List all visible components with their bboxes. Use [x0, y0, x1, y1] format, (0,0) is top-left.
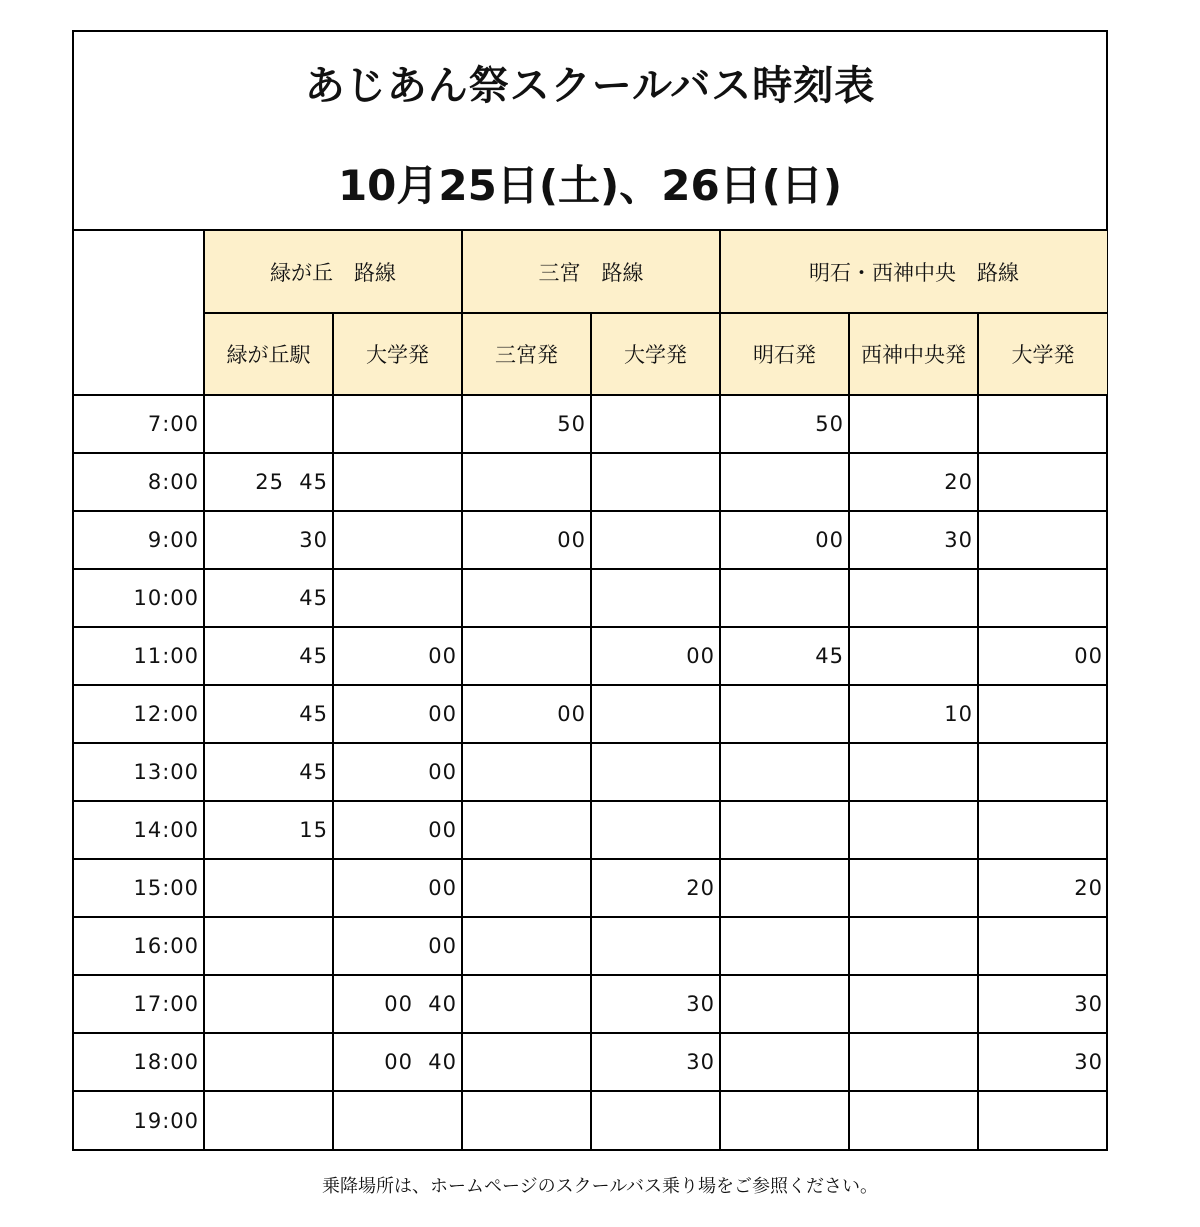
departure-cell [462, 627, 591, 685]
table-row [74, 1091, 1107, 1149]
departure-cell: 00 [978, 627, 1107, 685]
departure-cell [849, 975, 978, 1033]
time-cell: 16:00 [74, 917, 204, 975]
departure-cell [720, 917, 849, 975]
stop-header-row [74, 313, 1107, 395]
departure-cell: 15 [204, 801, 333, 859]
departure-cell: 30 [591, 1033, 720, 1091]
departure-cell [591, 1091, 720, 1149]
corner-cell [74, 231, 204, 395]
departure-cell [204, 975, 333, 1033]
table-row [74, 627, 1107, 685]
departure-cell [849, 917, 978, 975]
stop-header: 大学発 [333, 313, 462, 395]
page-title: あじあん祭スクールバス時刻表 [304, 63, 876, 109]
departure-cell [978, 801, 1107, 859]
departure-cell [849, 395, 978, 453]
table-row [74, 743, 1107, 801]
route-header-row [74, 231, 1107, 313]
departure-cell: 30 [204, 511, 333, 569]
departure-cell [204, 917, 333, 975]
route-header: 三宮 路線 [462, 231, 720, 313]
departure-cell: 45 [204, 627, 333, 685]
time-cell: 10:00 [74, 569, 204, 627]
table-row [74, 975, 1107, 1033]
departure-cell [462, 453, 591, 511]
stop-header: 大学発 [591, 313, 720, 395]
departure-cell: 45 [720, 627, 849, 685]
departure-cell [462, 743, 591, 801]
stop-header: 明石発 [720, 313, 849, 395]
departure-cell [462, 1091, 591, 1149]
table-row [74, 917, 1107, 975]
departure-cell [849, 743, 978, 801]
departure-cell [333, 453, 462, 511]
departure-cell [333, 1091, 462, 1149]
table-row [74, 859, 1107, 917]
departure-cell [591, 395, 720, 453]
departure-cell: 00 [333, 685, 462, 743]
departure-cell: 45 [204, 569, 333, 627]
departure-cell [462, 801, 591, 859]
departure-cell [462, 975, 591, 1033]
departure-cell: 20 [978, 859, 1107, 917]
departure-cell [462, 1033, 591, 1091]
table-row [74, 1033, 1107, 1091]
departure-cell [333, 569, 462, 627]
departure-cell: 30 [591, 975, 720, 1033]
departure-cell [720, 685, 849, 743]
departure-cell [849, 1033, 978, 1091]
departure-cell: 00 40 [333, 975, 462, 1033]
departure-cell: 10 [849, 685, 978, 743]
departure-cell [720, 453, 849, 511]
departure-cell [591, 569, 720, 627]
stop-header: 大学発 [978, 313, 1107, 395]
departure-cell [720, 859, 849, 917]
time-cell: 8:00 [74, 453, 204, 511]
departure-cell [720, 1033, 849, 1091]
departure-cell: 45 [204, 685, 333, 743]
departure-cell: 30 [978, 1033, 1107, 1091]
departure-cell [849, 801, 978, 859]
route-header: 緑が丘 路線 [204, 231, 462, 313]
table-row [74, 569, 1107, 627]
departure-cell [720, 1091, 849, 1149]
departure-cell [978, 1091, 1107, 1149]
table-row [74, 685, 1107, 743]
departure-cell [720, 975, 849, 1033]
departure-cell [978, 569, 1107, 627]
time-cell: 13:00 [74, 743, 204, 801]
departure-cell [204, 1091, 333, 1149]
departure-cell [720, 801, 849, 859]
departure-cell [978, 685, 1107, 743]
departure-cell: 30 [978, 975, 1107, 1033]
departure-cell: 00 [333, 859, 462, 917]
departure-cell: 50 [720, 395, 849, 453]
time-cell: 11:00 [74, 627, 204, 685]
timetable-body [74, 395, 1107, 1149]
departure-cell [204, 395, 333, 453]
departure-cell [591, 917, 720, 975]
table-row [74, 395, 1107, 453]
stop-header: 三宮発 [462, 313, 591, 395]
departure-cell [849, 627, 978, 685]
departure-cell: 20 [849, 453, 978, 511]
departure-cell [333, 395, 462, 453]
departure-cell [849, 859, 978, 917]
departure-cell [204, 1033, 333, 1091]
departure-cell: 00 40 [333, 1033, 462, 1091]
departure-cell [978, 743, 1107, 801]
departure-cell [591, 801, 720, 859]
table-row [74, 511, 1107, 569]
stop-header: 緑が丘駅 [204, 313, 333, 395]
departure-cell [591, 685, 720, 743]
departure-cell [591, 511, 720, 569]
departure-cell [978, 917, 1107, 975]
departure-cell: 00 [720, 511, 849, 569]
departure-cell [720, 569, 849, 627]
departure-cell: 20 [591, 859, 720, 917]
departure-cell [333, 511, 462, 569]
departure-cell [720, 743, 849, 801]
footnote: 乗降場所は、ホームページのスクールバス乗り場をご参照ください。 [321, 1176, 879, 1197]
departure-cell [591, 743, 720, 801]
departure-cell [978, 395, 1107, 453]
departure-cell: 00 [333, 917, 462, 975]
time-cell: 19:00 [74, 1091, 204, 1149]
departure-cell [849, 569, 978, 627]
timetable [74, 231, 1107, 1149]
departure-cell: 00 [333, 627, 462, 685]
departure-cell [462, 859, 591, 917]
timetable-frame [72, 30, 1108, 1151]
departure-cell: 50 [462, 395, 591, 453]
departure-cell: 00 [333, 801, 462, 859]
departure-cell [978, 453, 1107, 511]
table-row [74, 801, 1107, 859]
time-cell: 14:00 [74, 801, 204, 859]
time-cell: 12:00 [74, 685, 204, 743]
departure-cell [204, 859, 333, 917]
event-dates: 10月25日(土)、26日(日) [337, 161, 843, 210]
time-cell: 18:00 [74, 1033, 204, 1091]
stop-header: 西神中央発 [849, 313, 978, 395]
time-cell: 9:00 [74, 511, 204, 569]
table-row [74, 453, 1107, 511]
departure-cell: 00 [333, 743, 462, 801]
departure-cell [462, 917, 591, 975]
departure-cell [591, 453, 720, 511]
time-cell: 17:00 [74, 975, 204, 1033]
departure-cell: 30 [849, 511, 978, 569]
departure-cell: 00 [462, 685, 591, 743]
departure-cell: 45 [204, 743, 333, 801]
route-header: 明石・西神中央 路線 [720, 231, 1107, 313]
time-cell: 7:00 [74, 395, 204, 453]
time-cell: 15:00 [74, 859, 204, 917]
departure-cell: 25 45 [204, 453, 333, 511]
departure-cell [849, 1091, 978, 1149]
departure-cell: 00 [591, 627, 720, 685]
departure-cell: 00 [462, 511, 591, 569]
departure-cell [462, 569, 591, 627]
title-block [74, 32, 1106, 231]
departure-cell [978, 511, 1107, 569]
